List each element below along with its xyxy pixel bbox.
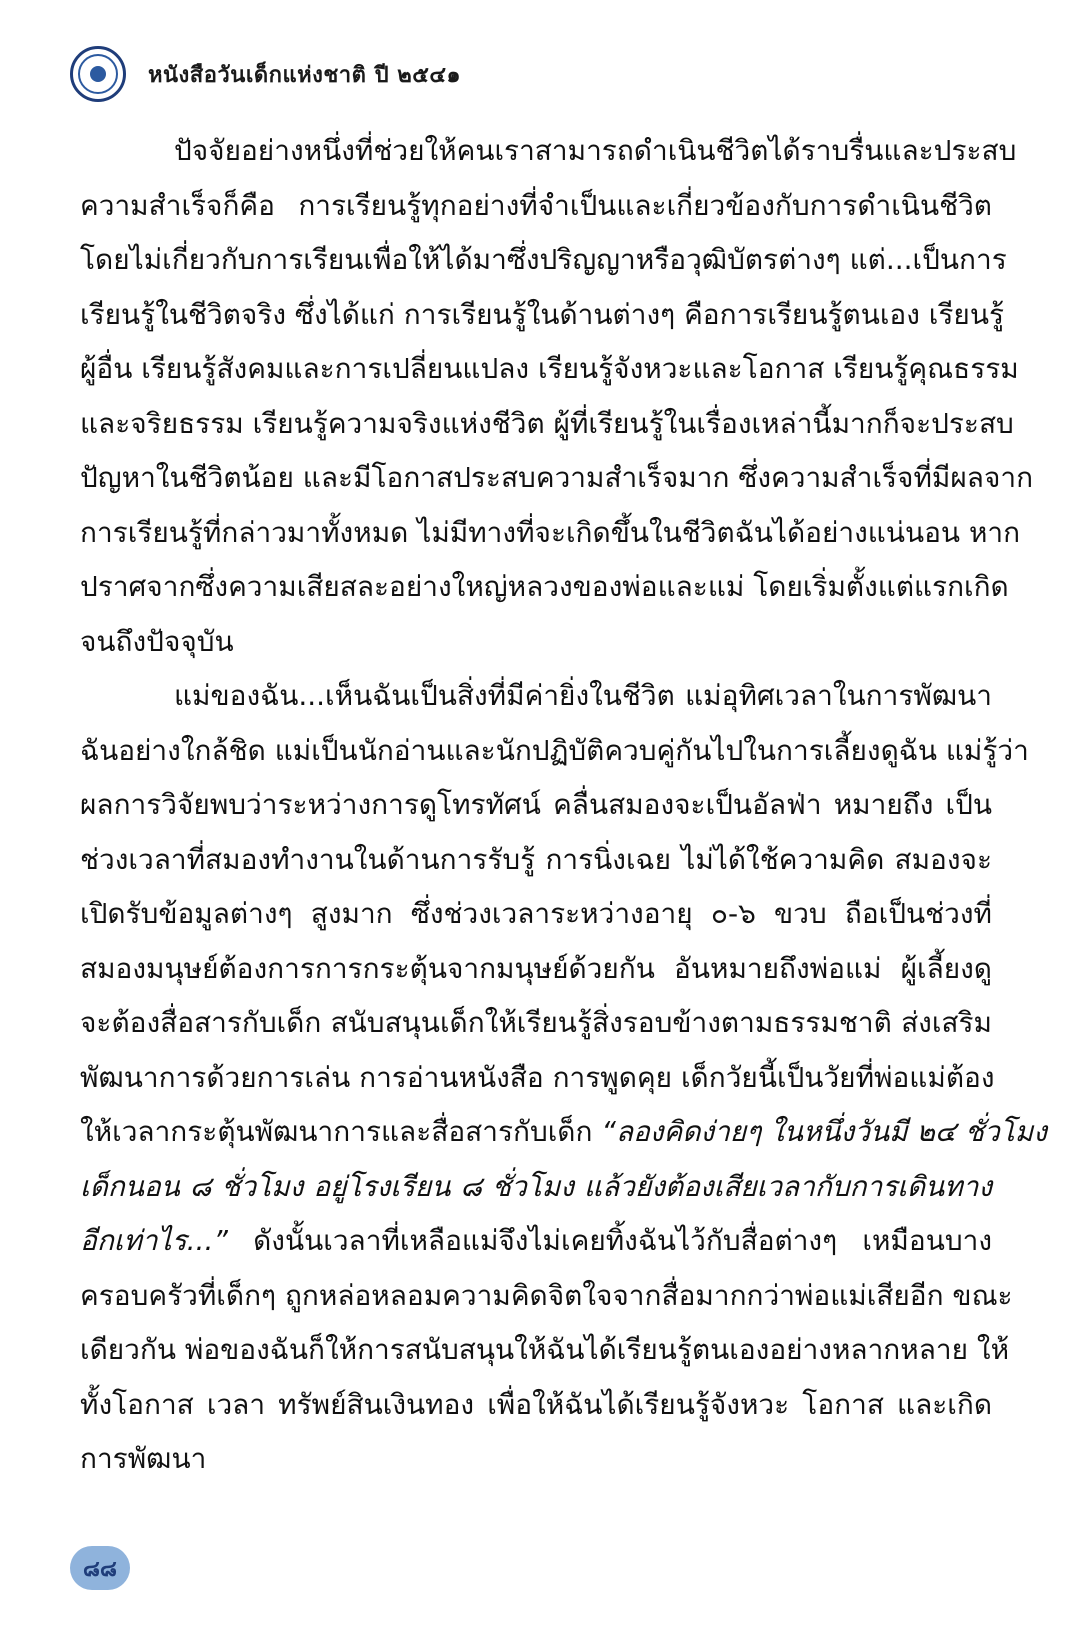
text-line: ทั้งโอกาส เวลา ทรัพย์สินเงินทอง เพื่อให้ฉันได้เรียนรู้จังหวะ โอกาส และเกิด [80,1387,992,1421]
text-segment: ดังนั้นเวลาที่เหลือแม่จึงไม่เคยทิ้งฉันไว้กับสื่อต่างๆ เหมือนบาง [227,1224,992,1257]
text-line: ความสำเร็จก็คือ การเรียนรู้ทุกอย่างที่จำเป็นและเกี่ยวข้องกับการดำเนินชีวิต [80,188,992,222]
text-line: สมองมนุษย์ต้องการการกระตุ้นจากมนุษย์ด้วยกัน อันหมายถึงพ่อแม่ ผู้เลี้ยงดู [80,951,992,985]
text-line: ช่วงเวลาที่สมองทำงานในด้านการรับรู้ การนิ่งเฉย ไม่ได้ใช้ความคิด สมองจะ [80,842,992,876]
text-line: แม่ของฉัน...เห็นฉันเป็นสิ่งที่มีค่ายิ่งในชีวิต แม่อุทิศเวลาในการพัฒนา [174,679,992,712]
text-line: ผลการวิจัยพบว่าระหว่างการดูโทรทัศน์ คลื่นสมองจะเป็นอัลฟ่า หมายถึง เป็น [80,788,992,821]
text-line: และจริยธรรม เรียนรู้ความจริงแห่งชีวิต ผู้ที่เรียนรู้ในเรื่องเหล่านี้มากก็จะประสบ [80,406,1014,440]
text-line: ผู้อื่น เรียนรู้สังคมและการเปลี่ยนแปลง เรียนรู้จังหวะและโอกาส เรียนรู้คุณธรรม [80,352,1019,385]
quote-line: เด็กนอน ๘ ชั่วโมง อยู่โรงเรียน ๘ ชั่วโมง แล้วยังต้องเสียเวลากับการเดินทาง [80,1169,992,1203]
header-title: หนังสือวันเด็กแห่งชาติ ปี ๒๕๔๑ [148,62,461,88]
text-line: เปิดรับข้อมูลต่างๆ สูงมาก ซึ่งช่วงเวลาระหว่างอายุ ๐-๖ ขวบ ถือเป็นช่วงที่ [80,897,992,930]
body-text [80,124,1047,1487]
text-line: โดยไม่เกี่ยวกับการเรียนเพื่อให้ได้มาซึ่งปริญญาหรือวุฒิบัตรต่างๆ แต่...เป็นการ [80,243,1007,276]
text-line: เรียนรู้ในชีวิตจริง ซึ่งได้แก่ การเรียนรู้ในด้านต่างๆ คือการเรียนรู้ตนเอง เรียนรู้ [80,297,1004,331]
text-line: การเรียนรู้ที่กล่าวมาทั้งหมด ไม่มีทางที่จะเกิดขึ้นในชีวิตฉันได้อย่างแน่นอน หาก [80,515,1021,549]
text-line: ครอบครัวที่เด็กๆ ถูกหล่อหลอมความคิดจิตใจจากสื่อมากกว่าพ่อแม่เสียอีก ขณะ [80,1278,1013,1312]
logo-emblem-icon [70,46,126,102]
quote-text: อีกเท่าไร...” [80,1224,228,1257]
page-header [70,44,461,104]
text-line: การพัฒนา [80,1442,207,1475]
text-line: พัฒนาการด้วยการเล่น การอ่านหนังสือ การพูดคุย เด็กวัยนี้เป็นวัยที่พ่อแม่ต้อง [80,1060,995,1094]
text-segment: ให้เวลากระตุ้นพัฒนาการและสื่อสารกับเด็ก [80,1115,602,1148]
text-line: เดียวกัน พ่อของฉันก็ให้การสนับสนุนให้ฉันได้เรียนรู้ตนเองอย่างหลากหลาย ให้ [80,1333,1010,1366]
text-line [80,1105,1047,1160]
text-line [80,1214,992,1269]
text-line: ฉันอย่างใกล้ชิด แม่เป็นนักอ่านและนักปฏิบัติควบคู่กันไปในการเลี้ยงดูฉัน แม่รู้ว่า [80,733,1029,767]
text-line: จะต้องสื่อสารกับเด็ก สนับสนุนเด็กให้เรียนรู้สิ่งรอบข้างตามธรรมชาติ ส่งเสริม [80,1006,992,1039]
text-line: ปัจจัยอย่างหนึ่งที่ช่วยให้คนเราสามารถดำเนินชีวิตได้ราบรื่นและประสบ [174,134,1017,167]
page-number: ๘๘ [70,1546,130,1590]
text-line: จนถึงปัจจุบัน [80,624,234,658]
quote-text: “ลองคิดง่ายๆ ในหนึ่งวันมี ๒๔ ชั่วโมง [601,1115,1047,1148]
text-line: ปราศจากซึ่งความเสียสละอย่างใหญ่หลวงของพ่อและแม่ โดยเริ่มตั้งแต่แรกเกิด [80,570,1009,603]
text-line: ปัญหาในชีวิตน้อย และมีโอกาสประสบความสำเร็จมาก ซึ่งความสำเร็จที่มีผลจาก [80,461,1034,494]
